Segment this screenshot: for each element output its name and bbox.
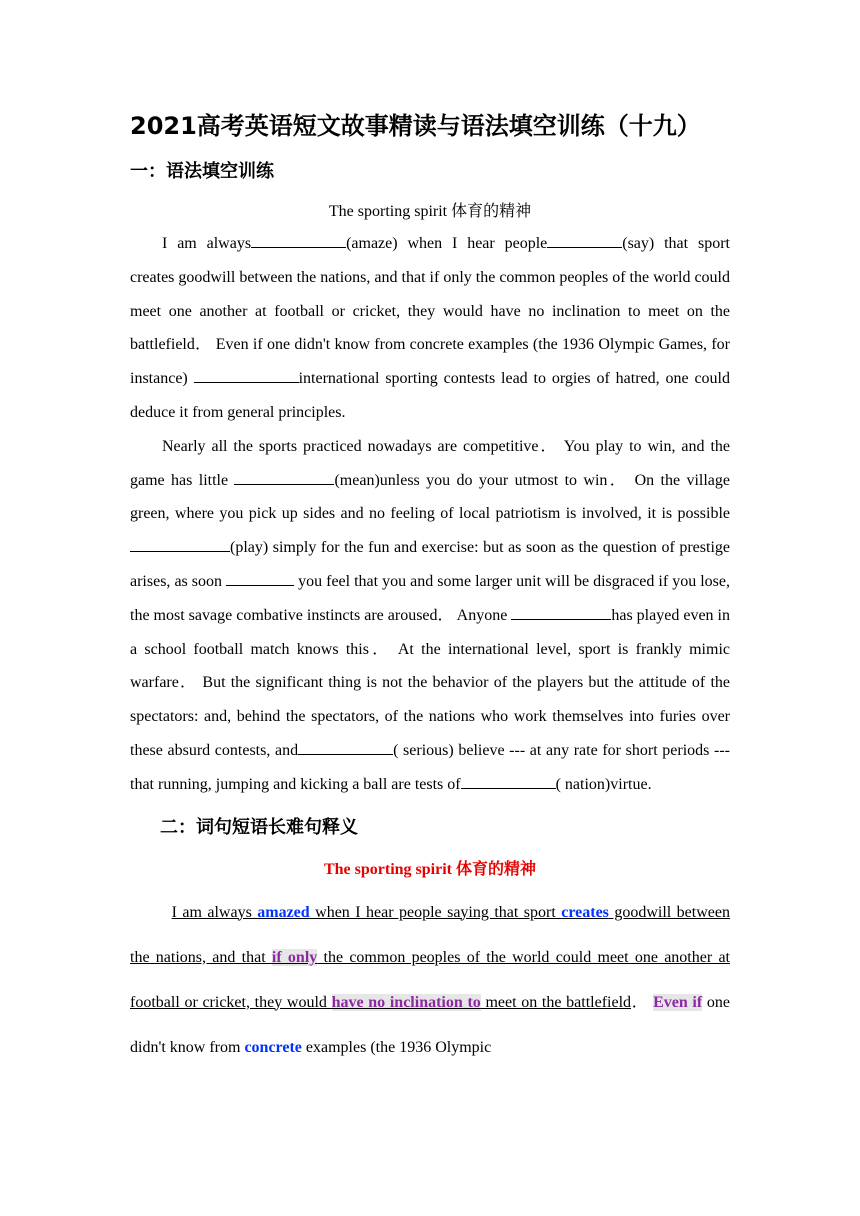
- text-segment: goodwill between the nations, and that: [130, 903, 730, 966]
- text-segment: the common peoples of the world could meet one another at football or cricket, they would: [130, 948, 730, 1011]
- text-segment: you feel that you and some larger unit will be disgraced if you lose, the most savage combative instincts are aroused． Anyone: [130, 572, 731, 624]
- keyword-highlight: amazed: [257, 903, 310, 921]
- keyword-highlight: concrete: [244, 1038, 302, 1056]
- text-segment: I am always: [171, 903, 258, 921]
- answer-blank-8[interactable]: [298, 737, 393, 755]
- text-segment: meet on the battlefield: [480, 993, 632, 1011]
- phrase-highlight: have no inclination to: [331, 993, 481, 1011]
- document-content: [130, 108, 730, 1070]
- text-segment: ．: [631, 993, 654, 1011]
- text-segment: international sporting contests lead to orgies of hatred, one could deduce it from general principles.: [130, 370, 730, 421]
- answer-blank-5[interactable]: [130, 534, 230, 552]
- answer-blank-9[interactable]: [461, 771, 556, 789]
- text-segment: (say) that sport creates goodwill between the nations, and that if only the common peoples of the world could meet one another at football or cricket, they would have no inclination to meet on the battlefield． Even if one didn't know from concrete examples (the 1936 Olympic Games, for instance): [130, 235, 730, 388]
- text-segment: examples (the 1936 Olympic: [301, 1038, 492, 1056]
- text-segment: one didn't know from: [130, 993, 731, 1056]
- answer-blank-3[interactable]: [194, 365, 299, 383]
- section-heading-grammar-fill: 一：语法填空训练: [130, 161, 274, 182]
- answer-blank-7[interactable]: [511, 602, 611, 620]
- answer-blank-2[interactable]: [547, 230, 622, 248]
- text-segment: (mean)unless you do your utmost to win． On the village green, where you pick up sides and no feeling of local patriotism is involved, it is possible: [130, 471, 730, 523]
- answer-blank-6[interactable]: [226, 568, 294, 586]
- document-title: 2021高考英语短文故事精读与语法填空训练（十九）: [130, 112, 701, 140]
- answer-blank-4[interactable]: [234, 467, 334, 485]
- section-heading-vocabulary: 二：词句短语长难句释义: [160, 816, 358, 838]
- text-segment: when I hear people saying that sport: [309, 903, 562, 921]
- annotated-paragraph: [130, 890, 730, 1070]
- story-title-annotated: The sporting spirit 体育的精神: [323, 860, 537, 878]
- keyword-highlight: creates: [561, 903, 609, 921]
- text-segment: (amaze) when I hear people: [346, 235, 548, 252]
- exercise-paragraph-1: [130, 227, 730, 430]
- text-segment: I am always: [162, 235, 252, 252]
- story-title: The sporting spirit 体育的精神: [328, 203, 532, 220]
- text-segment: has played even in a school football match knows this． At the international level, sport is frankly mimic warfare． But the significant thing is not the behavior of the players but the attitude of the spectators: and, behind the spectators, of the nations who work themselves into furies over these absurd contests, and: [130, 606, 730, 759]
- phrase-highlight: if only: [271, 948, 318, 966]
- answer-blank-1[interactable]: [251, 230, 346, 248]
- phrase-highlight: Even if: [653, 993, 703, 1011]
- text-segment: (play) simply for the fun and exercise: but as soon as the question of prestige arises, as soon: [130, 539, 730, 590]
- text-segment: ( serious) believe --- at any rate for short periods --- that running, jumping and kicking a ball are tests of: [130, 741, 730, 793]
- exercise-paragraph-2: [130, 430, 730, 802]
- text-segment: Nearly all the sports practiced nowadays are competitive． You play to win, and the game has little: [130, 437, 730, 489]
- text-segment: ( nation)virtue.: [555, 775, 652, 793]
